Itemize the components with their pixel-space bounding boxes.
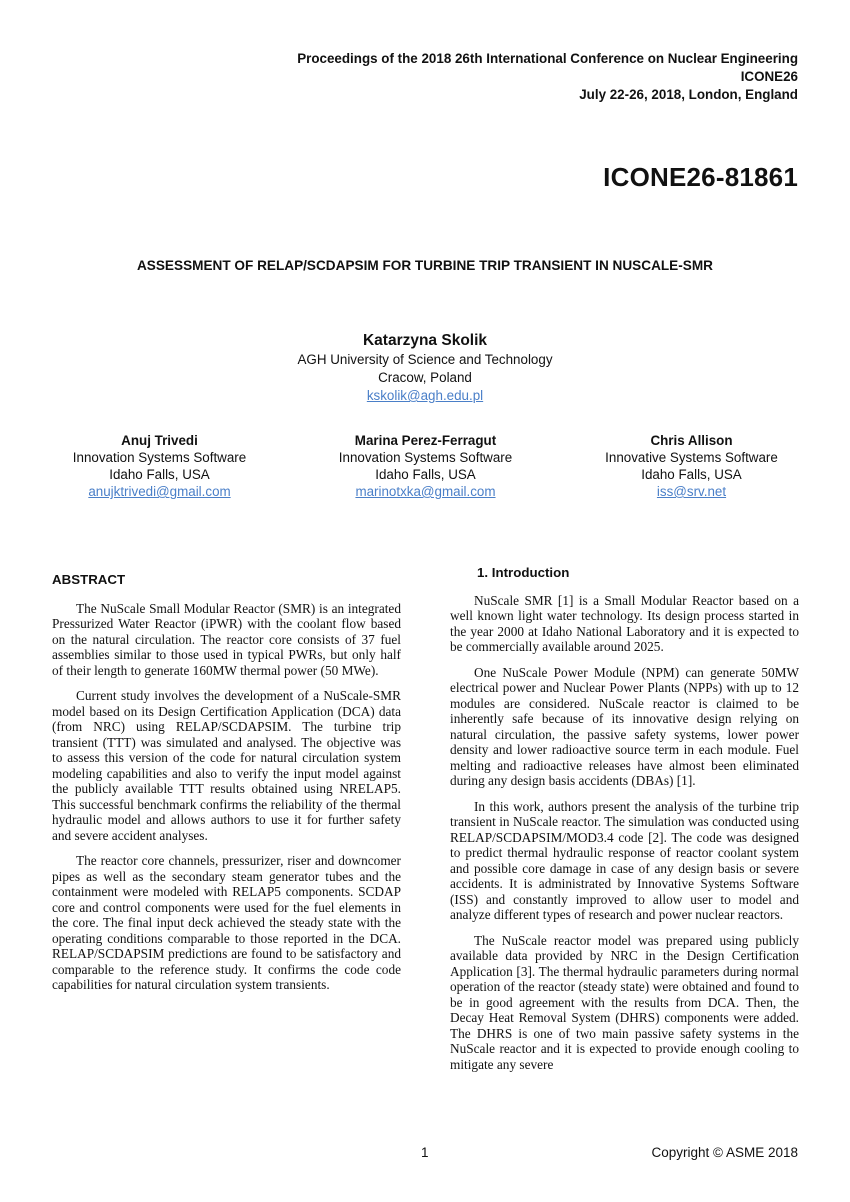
coauthor-name: Chris Allison — [650, 433, 733, 448]
introduction-paragraph: One NuScale Power Module (NPM) can generate 50MW electrical power and Nuclear Power Plants (NPPs) with up to 12 modules are considered. NuScale reactor is claimed to be inherently safe because of its innovative design relying on natural circulation, the passive safety systems, lower power density and lower radioactive source term in each module. Fuel melting and radioactive releases have almost been eliminated during any design basis accidents (DBAs) [1]. — [450, 664, 799, 788]
introduction-paragraph: The NuScale reactor model was prepared using publicly available data provided by NRC in the Design Certification Application [3]. The thermal hydraulic parameters during normal operation of the reactor (steady state) were obtained and found to be in good agreement with the results from DCA. Then, the Decay Heat Removal System (DHRS) components were added. The DHRS is one of two main passive safety systems in the NuScale reactor and it is expected to provide enough cooling to mitigate any severe — [450, 932, 799, 1072]
author-name: Katarzyna Skolik — [362, 332, 488, 349]
introduction-paragraph: NuScale SMR [1] is a Small Modular Reactor based on a well known light water technology. Its design process started in the year 2000 at Idaho National Laboratory and it is expected to be commercially available around 2025. — [450, 592, 799, 654]
coauthor-email-link[interactable]: marinotxka@gmail.com — [355, 484, 496, 499]
coauthor-location: Idaho Falls, USA — [641, 467, 742, 482]
author-location: Cracow, Poland — [378, 370, 472, 385]
coauthor-affiliation: Innovative Systems Software — [605, 450, 778, 465]
paper-id: ICONE26-81861 — [603, 162, 798, 192]
coauthor-block — [52, 432, 267, 500]
proceedings-header — [297, 50, 798, 104]
coauthor-location: Idaho Falls, USA — [109, 467, 210, 482]
copyright-notice: Copyright © ASME 2018 — [651, 1145, 798, 1160]
author-email-link[interactable]: kskolik@agh.edu.pl — [366, 388, 484, 403]
abstract-paragraph: Current study involves the development of a NuScale-SMR model based on its Design Certification Application (DCA) data (from NRC) using RELAP/SCDAPSIM. The turbine trip transient (TTT) was simulated and analysed. The objective was to assess this version of the code for natural circulation system modeling capabilities and also to verify the input model against the publicly available TTT results obtained using NRELAP5. This successful benchmark confirms the reliability of the thermal hydraulic model and allows authors to use it for further safety and severe accident analyses. — [52, 688, 401, 843]
coauthor-block — [318, 432, 533, 500]
author-affiliation: AGH University of Science and Technology — [297, 352, 553, 367]
coauthor-location: Idaho Falls, USA — [375, 467, 476, 482]
proceedings-line-2: ICONE26 — [740, 69, 798, 84]
abstract-paragraph: The reactor core channels, pressurizer, riser and downcomer pipes as well as the secondary steam generator tubes and the containment were modeled with RELAP5 components. SCDAP core and control components were used for the fuel elements in the core. The final input deck achieved the steady state with the operating conditions comparable to those reported in the DCA. RELAP/SCDAPSIM predictions are found to be satisfactory and comparable to the reference study. It confirms the code code capabilities for natural circulation system transients. — [52, 853, 401, 992]
introduction-paragraph: In this work, authors present the analysis of the turbine trip transient in NuScale reactor. The simulation was conducted using RELAP/SCDAPSIM/MOD3.4 code [2]. The code was designed to predict thermal hydraulic response of reactor coolant system and possible core damage in case of any design basis or severe accidents. It is administrated by Innovative Systems Software (ISS) and constantly improved to allow user to model and analyze different types of research and power nuclear reactors. — [450, 798, 799, 922]
introduction-column — [450, 565, 799, 1082]
proceedings-line-1: Proceedings of the 2018 26th International Conference on Nuclear Engineering — [297, 51, 798, 66]
proceedings-line-3: July 22-26, 2018, London, England — [579, 87, 798, 102]
paper-title: ASSESSMENT OF RELAP/SCDAPSIM FOR TURBINE TRIP TRANSIENT IN NUSCALE-SMR — [136, 258, 713, 273]
coauthor-name: Anuj Trivedi — [121, 433, 198, 448]
coauthor-affiliation: Innovation Systems Software — [72, 450, 247, 465]
page-number: 1 — [421, 1145, 429, 1160]
coauthor-email-link[interactable]: iss@srv.net — [656, 484, 727, 499]
coauthor-block — [584, 432, 799, 500]
abstract-heading: ABSTRACT — [52, 572, 126, 587]
abstract-column — [52, 572, 401, 1003]
main-author-block — [0, 331, 850, 405]
coauthor-name: Marina Perez-Ferragut — [354, 433, 497, 448]
abstract-paragraph: The NuScale Small Modular Reactor (SMR) is an integrated Pressurized Water Reactor (iPWR) with the coolant flow based on the natural circulation. The reactor core consists of 37 fuel assemblies similar to those used in typical PWRs, but only half of their length to generate 160MW thermal power (50 MWe). — [52, 600, 401, 678]
introduction-heading: 1. Introduction — [477, 565, 570, 580]
coauthor-affiliation: Innovation Systems Software — [338, 450, 513, 465]
coauthor-email-link[interactable]: anujktrivedi@gmail.com — [88, 484, 231, 499]
